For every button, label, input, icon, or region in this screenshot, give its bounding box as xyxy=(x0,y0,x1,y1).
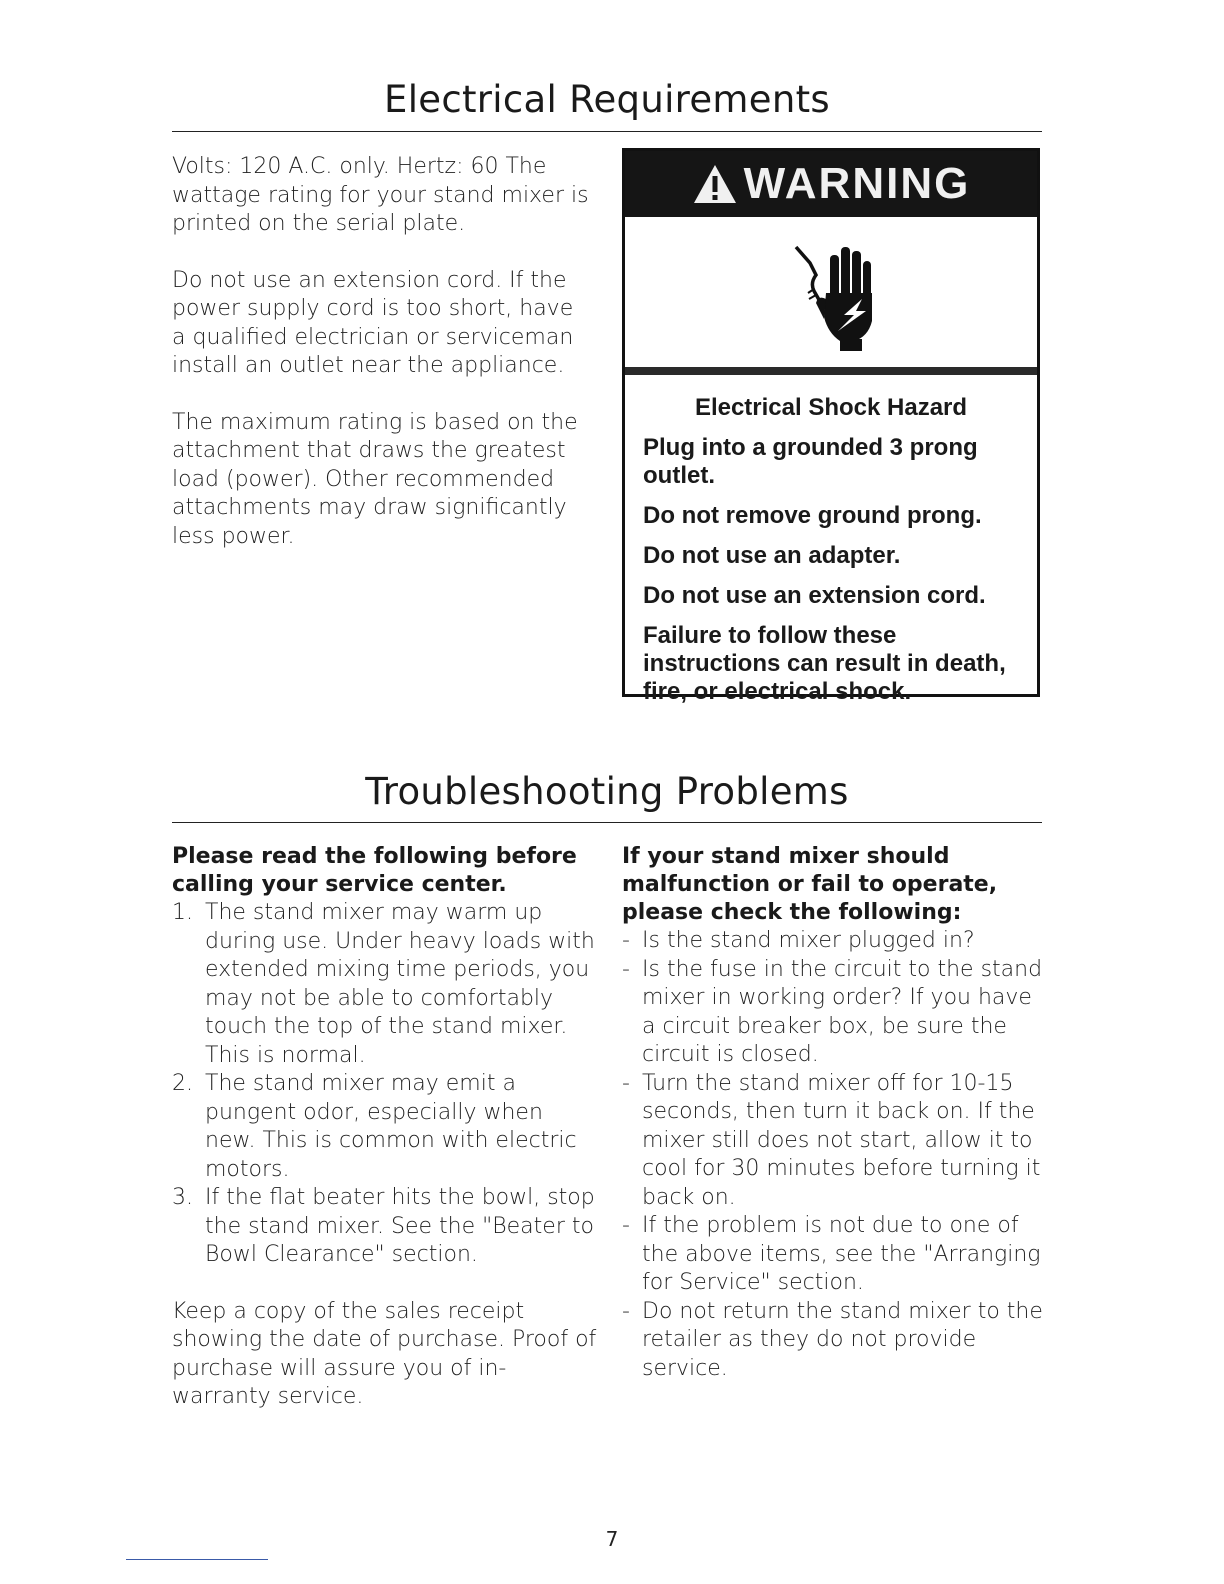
list-item-text: The stand mixer may warm up during use. Under heavy loads with extended mixing time periods, you may not be able to comfortably touch the top of the stand mixer. This is normal. xyxy=(205,900,595,1068)
warning-label: WARNING xyxy=(743,159,971,208)
hazard-line: Do not use an adapter. xyxy=(643,542,901,569)
warning-divider xyxy=(625,367,1037,375)
hazard-list xyxy=(643,434,1033,718)
list-item-text: If the flat beater hits the bowl, stop the stand mixer. See the "Beater to Bowl Clearance" section. xyxy=(205,1185,595,1267)
left-lead: Please read the following before calling your service center. xyxy=(172,844,577,897)
hazard-line: Do not use an extension cord. xyxy=(643,582,986,609)
electrical-title: Electrical Requirements xyxy=(384,78,830,121)
hazard-title: Electrical Shock Hazard xyxy=(694,394,968,421)
list-item xyxy=(622,1212,1047,1298)
list-item xyxy=(172,1070,597,1184)
list-item xyxy=(622,927,1047,956)
hazard-line: Plug into a grounded 3 prong outlet. xyxy=(643,434,978,489)
check-list xyxy=(622,927,1047,1383)
list-item xyxy=(622,1070,1047,1213)
closing-paragraph: Keep a copy of the sales receipt showing the date of purchase. Proof of purchase will assure you of in-warranty service. xyxy=(172,1298,597,1409)
list-number: 3. xyxy=(172,1185,193,1210)
list-dash: - xyxy=(622,928,630,953)
right-lead: If your stand mixer should malfunction or fail to operate, please check the following: xyxy=(622,844,998,925)
list-item-text: Turn the stand mixer off for 10-15 seconds, then turn it back on. If the mixer still does not start, allow it to cool for 30 minutes before turning it back on. xyxy=(642,1070,1041,1210)
warning-header xyxy=(625,151,1037,217)
list-item xyxy=(172,899,597,1070)
list-number: 2. xyxy=(172,1071,193,1096)
list-item-text: The stand mixer may emit a pungent odor, especially when new. This is common with electric motors. xyxy=(205,1071,577,1182)
numbered-list xyxy=(172,899,597,1270)
electrical-paragraph-3: The maximum rating is based on the attachment that draws the greatest load (power). Other recommended attachments may draw significantly less power. xyxy=(172,409,578,549)
hazard-line: Do not remove ground prong. xyxy=(643,502,982,529)
hand-area xyxy=(625,217,1037,369)
list-item xyxy=(172,1184,597,1270)
list-number: 1. xyxy=(172,900,193,925)
list-dash: - xyxy=(622,956,630,982)
list-dash: - xyxy=(622,1213,630,1238)
troubleshooting-title-rule xyxy=(172,822,1042,823)
electrical-title-rule xyxy=(172,131,1042,132)
list-item xyxy=(622,1298,1047,1384)
troubleshooting-right-column xyxy=(622,843,1047,1383)
troubleshooting-left-column xyxy=(172,843,597,1434)
list-dash: - xyxy=(622,1070,630,1096)
warning-box xyxy=(622,148,1040,705)
page-number: 7 xyxy=(605,1527,619,1551)
electric-shock-hand-icon xyxy=(776,233,886,353)
list-item-text: Is the stand mixer plugged in? xyxy=(642,928,975,953)
footer-line xyxy=(126,1559,268,1560)
list-dash: - xyxy=(622,1298,630,1324)
troubleshooting-title: Troubleshooting Problems xyxy=(365,770,849,813)
alert-triangle-icon xyxy=(692,163,738,205)
list-item-text: Is the fuse in the circuit to the stand mixer in working order? If you have a circuit breaker box, be sure the circuit is closed. xyxy=(642,956,1043,1067)
list-item-text: If the problem is not due to one of the above items, see the "Arranging for Service" section. xyxy=(642,1213,1041,1295)
electrical-text xyxy=(172,153,592,579)
hazard-line: Failure to follow these instructions can result in death, fire, or electrical shock. xyxy=(643,622,1006,705)
list-item xyxy=(622,956,1047,1070)
electrical-paragraph-2: Do not use an extension cord. If the power supply cord is too short, have a qualified electrician or serviceman install an outlet near the appliance. xyxy=(172,267,574,378)
electrical-paragraph-1: Volts: 120 A.C. only. Hertz: 60 The wattage rating for your stand mixer is printed on the serial plate. xyxy=(172,154,589,236)
list-item-text: Do not return the stand mixer to the retailer as they do not provide service. xyxy=(642,1298,1043,1381)
